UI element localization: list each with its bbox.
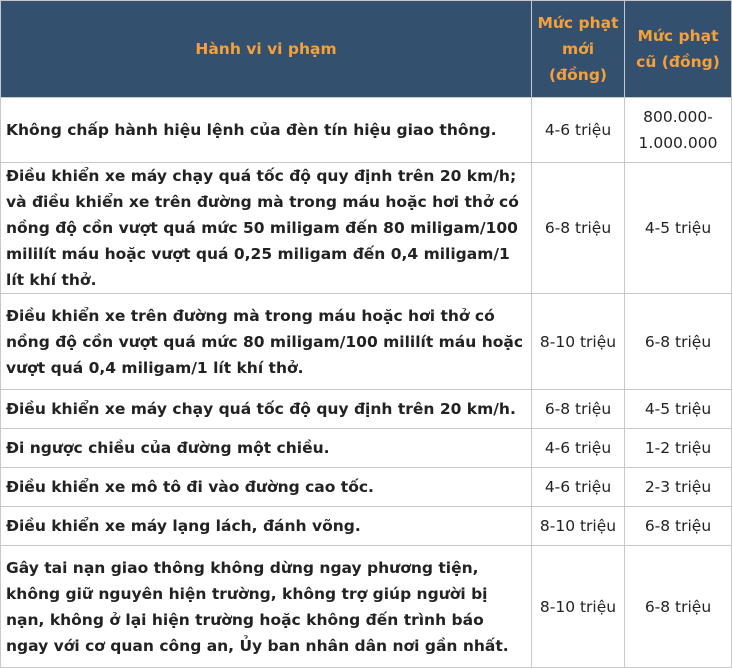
violation-cell: Điều khiển xe mô tô đi vào đường cao tốc. [1, 468, 532, 507]
table-row [1, 390, 732, 429]
new-fine-cell: 8-10 triệu [532, 546, 625, 668]
new-fine-cell: 4-6 triệu [532, 468, 625, 507]
header-violation: Hành vi vi phạm [1, 1, 532, 98]
new-fine-cell: 4-6 triệu [532, 429, 625, 468]
old-fine-cell: 4-5 triệu [625, 390, 732, 429]
old-fine-cell: 6-8 triệu [625, 294, 732, 390]
new-fine-cell: 6-8 triệu [532, 163, 625, 294]
table-row [1, 98, 732, 163]
old-fine-cell: 6-8 triệu [625, 546, 732, 668]
header-row [1, 1, 732, 98]
violation-cell: Gây tai nạn giao thông không dừng ngay phương tiện, không giữ nguyên hiện trường, không trợ giúp người bị nạn, không ở lại hiện trường hoặc không đến trình báo ngay với cơ quan công an, Ủy ban nhân dân nơi gần nhất. [1, 546, 532, 668]
old-fine-cell: 1-2 triệu [625, 429, 732, 468]
violation-cell: Điều khiển xe máy lạng lách, đánh võng. [1, 507, 532, 546]
violation-cell: Đi ngược chiều của đường một chiều. [1, 429, 532, 468]
table-row [1, 429, 732, 468]
new-fine-cell: 6-8 triệu [532, 390, 625, 429]
old-fine-cell: 4-5 triệu [625, 163, 732, 294]
header-old-fine: Mức phạt cũ (đồng) [625, 1, 732, 98]
violation-cell: Điều khiển xe máy chạy quá tốc độ quy định trên 20 km/h. [1, 390, 532, 429]
violation-cell: Điều khiển xe trên đường mà trong máu hoặc hơi thở có nồng độ cồn vượt quá mức 80 miligam/100 mililít máu hoặc vượt quá 0,4 miligam/1 lít khí thở. [1, 294, 532, 390]
new-fine-cell: 8-10 triệu [532, 294, 625, 390]
table-row [1, 294, 732, 390]
violation-cell: Không chấp hành hiệu lệnh của đèn tín hiệu giao thông. [1, 98, 532, 163]
old-fine-cell: 800.000-1.000.000 [625, 98, 732, 163]
old-fine-cell: 6-8 triệu [625, 507, 732, 546]
table-row [1, 468, 732, 507]
table-row [1, 507, 732, 546]
header-new-fine: Mức phạt mới (đồng) [532, 1, 625, 98]
table-row [1, 546, 732, 668]
old-fine-cell: 2-3 triệu [625, 468, 732, 507]
table-row [1, 163, 732, 294]
violation-cell: Điều khiển xe máy chạy quá tốc độ quy định trên 20 km/h; và điều khiển xe trên đường mà trong máu hoặc hơi thở có nồng độ cồn vượt quá mức 50 miligam đến 80 miligam/100 mililít máu hoặc vượt quá 0,25 miligam đến 0,4 miligam/1 lít khí thở. [1, 163, 532, 294]
new-fine-cell: 8-10 triệu [532, 507, 625, 546]
new-fine-cell: 4-6 triệu [532, 98, 625, 163]
